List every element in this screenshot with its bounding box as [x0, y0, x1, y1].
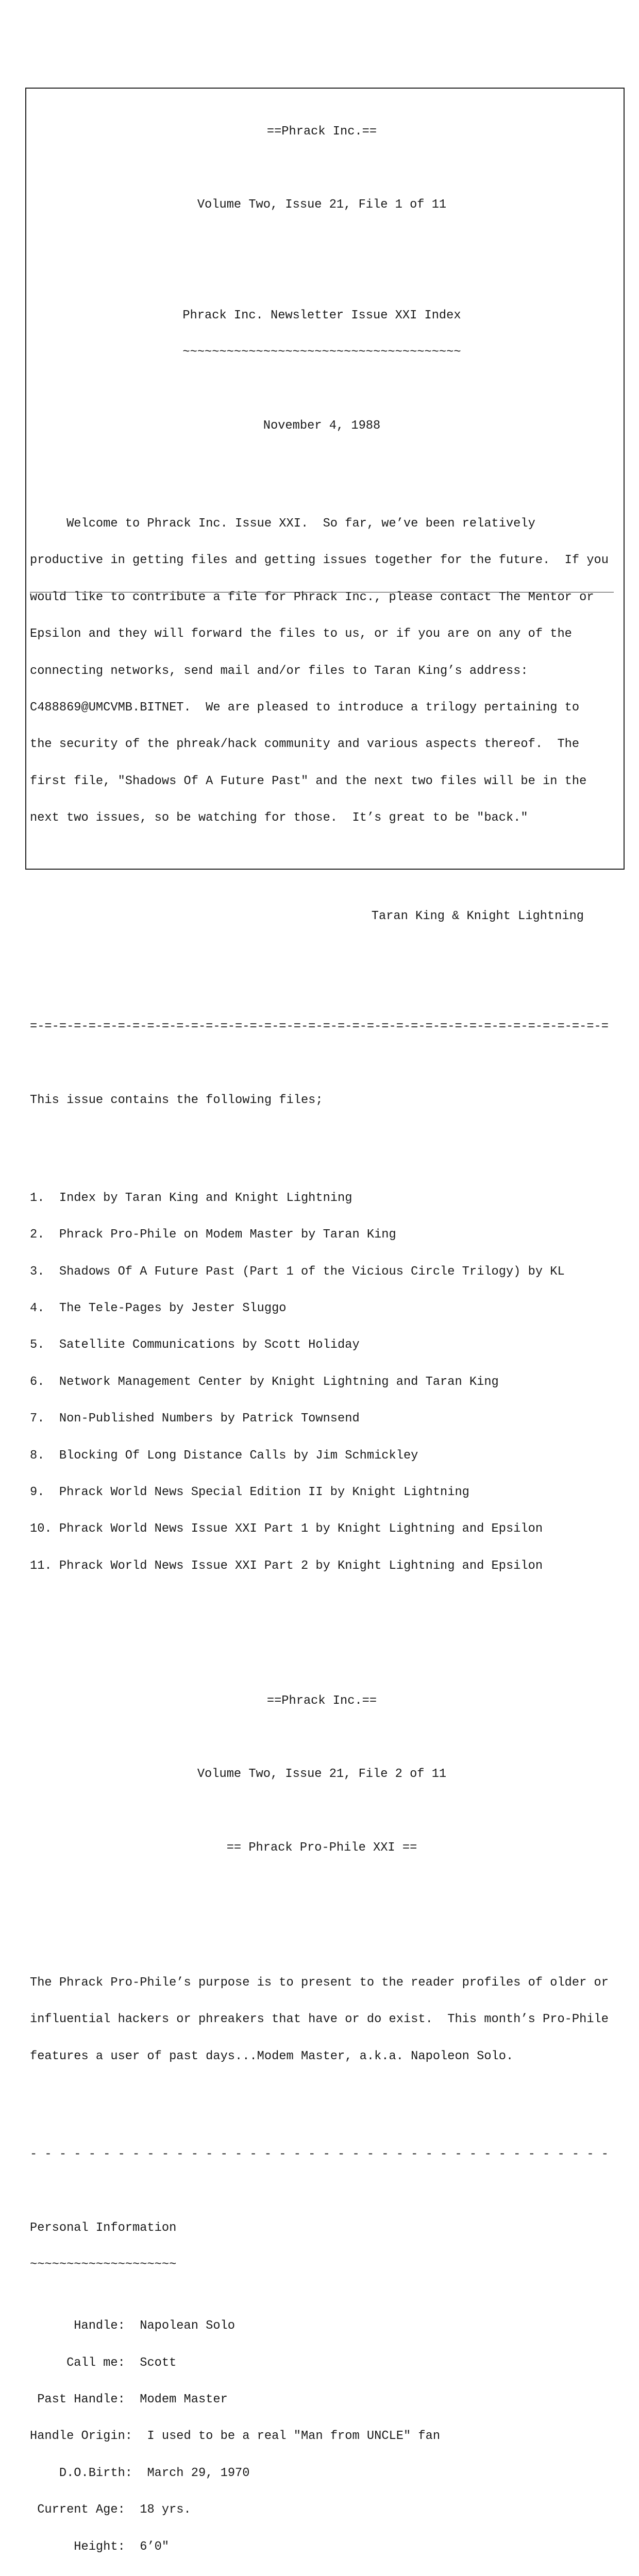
field-value: Scott	[140, 2355, 177, 2370]
file-list-item: 2. Phrack Pro-Phile on Modem Master by Taran King	[30, 1228, 396, 1242]
info-row	[30, 2394, 623, 2406]
field-label: Handle Origin:	[30, 2429, 133, 2444]
field-value: I used to be a real "Man from UNCLE" fan	[147, 2429, 441, 2444]
issue-date: November 4, 1988	[263, 418, 381, 433]
info-row	[30, 2357, 623, 2369]
field-label: Past Handle:	[30, 2393, 125, 2407]
field-value: March 29, 1970	[147, 2466, 250, 2480]
intro-line: first file, "Shadows Of A Future Past" and the next two files will be in the	[30, 774, 587, 788]
volume-line: Volume Two, Issue 21, File 2 of 11	[197, 1767, 447, 1782]
intro-line: the security of the phreak/hack community and various aspects thereof. The	[30, 737, 580, 752]
field-value: 6’0"	[140, 2539, 170, 2554]
prophile-title: == Phrack Pro-Phile XXI ==	[226, 1841, 417, 1855]
file-list-item: 3. Shadows Of A Future Past (Part 1 of the Vicious Circle Trilogy) by KL	[30, 1264, 565, 1279]
section-underline: ~~~~~~~~~~~~~~~~~~~~	[30, 2258, 177, 2272]
file-list	[30, 1167, 623, 1597]
index-title: Phrack Inc. Newsletter Issue XXI Index	[182, 308, 461, 323]
dash-separator: - - - - - - - - - - - - - - - - - - - - - - - - - - - - - - - - - - - - - - - -	[30, 2147, 609, 2162]
file-list-item: 5. Satellite Communications by Scott Holiday	[30, 1338, 360, 1352]
signature: Taran King & Knight Lightning	[371, 909, 584, 923]
prophile-intro	[30, 1952, 623, 2087]
masthead: ==Phrack Inc.==	[266, 124, 377, 139]
title-underline: ~~~~~~~~~~~~~~~~~~~~~~~~~~~~~~~~~~~~~~	[182, 345, 461, 359]
file-list-item: 1. Index by Taran King and Knight Lightning	[30, 1191, 352, 1205]
field-value: Napolean Solo	[140, 2319, 236, 2333]
intro-line: connecting networks, send mail and/or files to Taran King’s address:	[30, 664, 528, 678]
info-row	[30, 2467, 623, 2480]
masthead: ==Phrack Inc.==	[266, 1693, 377, 1708]
intro-line: next two issues, so be watching for those. It’s great to be "back."	[30, 811, 528, 825]
field-value: Modem Master	[140, 2393, 228, 2407]
intro-line: features a user of past days...Modem Master, a.k.a. Napoleon Solo.	[30, 2049, 514, 2063]
section-heading: Personal Information	[30, 2221, 177, 2235]
field-label: D.O.Birth:	[30, 2466, 133, 2480]
file-list-item: 8. Blocking Of Long Distance Calls by Jim Schmickley	[30, 1448, 418, 1463]
info-row	[30, 2430, 623, 2443]
intro-line: C488869@UMCVMB.BITNET. We are pleased to introduce a trilogy pertaining to	[30, 701, 580, 715]
intro-line: Epsilon and they will forward the files to us, or if you are on any of the	[30, 627, 572, 641]
contents-heading: This issue contains the following files;	[30, 1093, 323, 1107]
file-list-item: 7. Non-Published Numbers by Patrick Townsend	[30, 1412, 360, 1426]
section-separator: =-=-=-=-=-=-=-=-=-=-=-=-=-=-=-=-=-=-=-=-=-=-=-=-=-=-=-=-=-=-=-=-=-=-=-=-=-=-=-=	[30, 1019, 609, 1033]
intro-line: would like to contribute a file for Phrack Inc., please contact The Mentor or	[30, 590, 594, 604]
info-row	[30, 2504, 623, 2516]
info-row	[30, 2541, 623, 2553]
intro-line: Welcome to Phrack Inc. Issue XXI. So far, we’ve been relatively	[30, 517, 535, 531]
volume-line: Volume Two, Issue 21, File 1 of 11	[197, 198, 447, 212]
personal-info	[30, 2296, 623, 2576]
field-label: Height:	[30, 2539, 125, 2554]
file-list-item: 4. The Tele-Pages by Jester Sluggo	[30, 1301, 287, 1316]
intro-paragraph	[30, 494, 623, 849]
intro-line: influential hackers or phreakers that have or do exist. This month’s Pro-Phile	[30, 2012, 609, 2027]
field-label: Call me:	[30, 2355, 125, 2370]
field-label: Current Age:	[30, 2503, 125, 2517]
file-list-item: 10. Phrack World News Issue XXI Part 1 by Knight Lightning and Epsilon	[30, 1522, 543, 1536]
document-body	[30, 101, 623, 2576]
file-list-item: 11. Phrack World News Issue XXI Part 2 by Knight Lightning and Epsilon	[30, 1558, 543, 1573]
info-row	[30, 2320, 623, 2332]
intro-line: productive in getting files and getting issues together for the future. If you	[30, 553, 609, 568]
file-list-item: 9. Phrack World News Special Edition II by Knight Lightning	[30, 1485, 469, 1500]
field-value: 18 yrs.	[140, 2503, 191, 2517]
file-list-item: 6. Network Management Center by Knight Lightning and Taran King	[30, 1375, 499, 1389]
field-label: Handle:	[30, 2319, 125, 2333]
intro-line: The Phrack Pro-Phile’s purpose is to present to the reader profiles of older or	[30, 1975, 609, 1990]
